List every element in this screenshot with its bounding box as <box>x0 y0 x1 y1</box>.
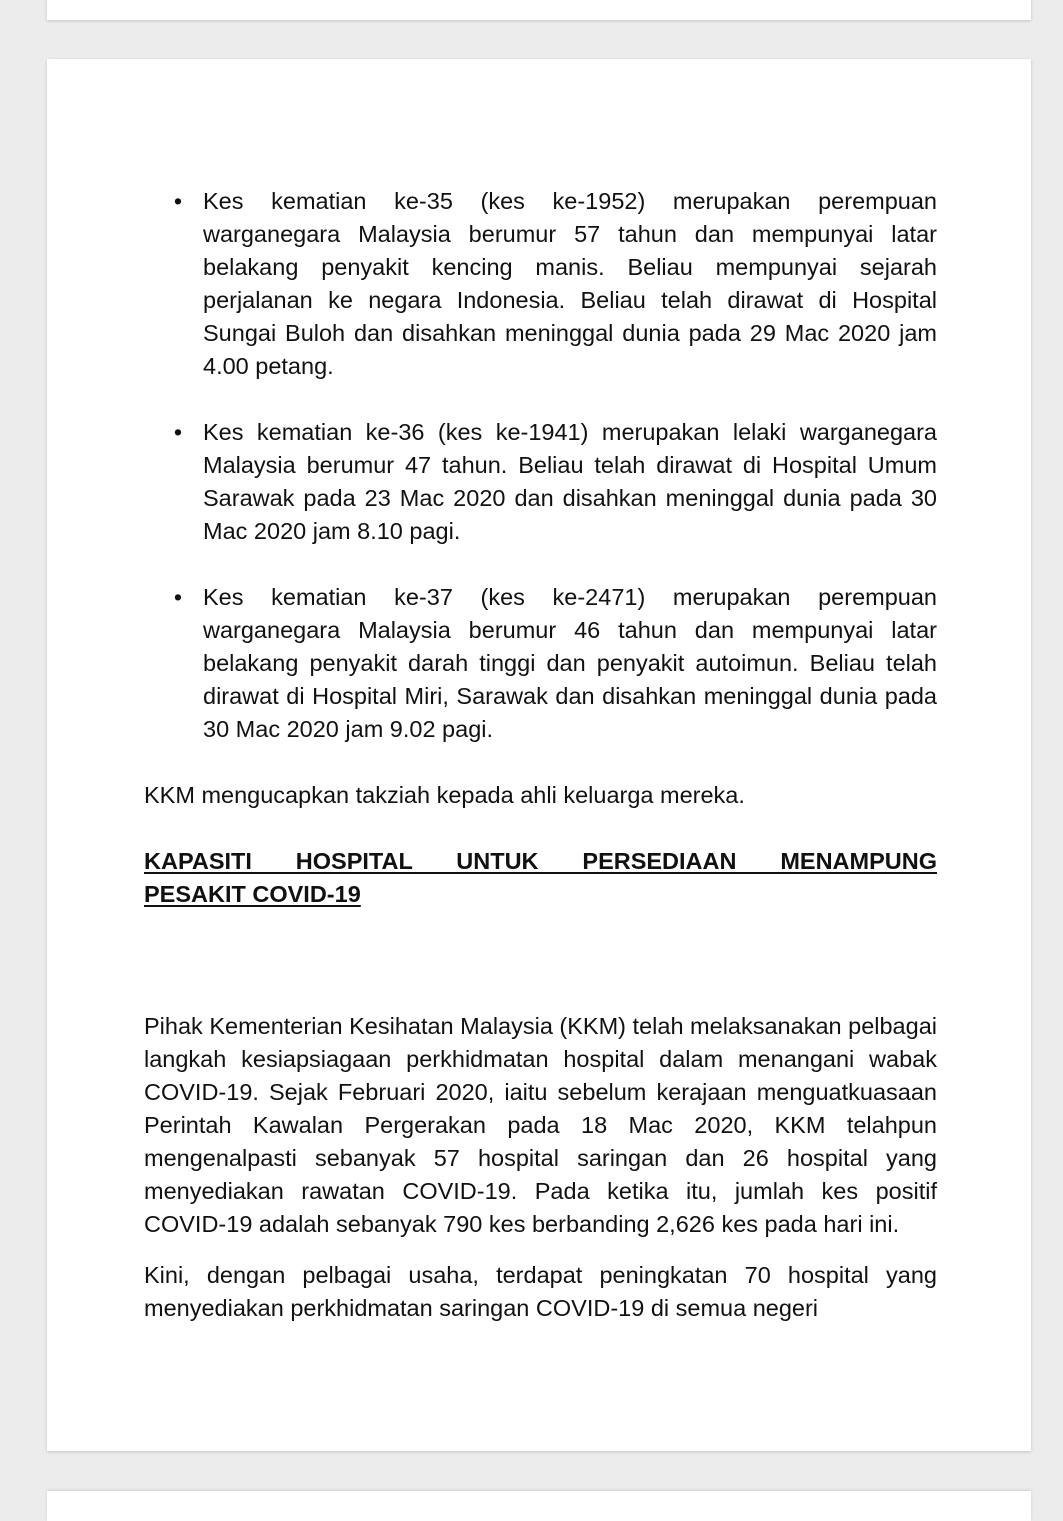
bullet-icon: • <box>173 584 183 610</box>
next-page-edge <box>47 1491 1031 1521</box>
condolence-text: KKM mengucapkan takziah kepada ahli keluarga mereka. <box>144 782 745 808</box>
body-paragraph: Pihak Kementerian Kesihatan Malaysia (KKM) telah melaksanakan pelbagai langkah kesiapsiagaan perkhidmatan hospital dalam menangani wabak COVID-19. Sejak Februari 2020, iaitu sebelum kerajaan menguatkuasaan Perintah Kawalan Pergerakan pada 18 Mac 2020, KKM telahpun mengenalpasti sebanyak 57 hospital saringan dan 26 hospital yang menyediakan rawatan COVID-19. Pada ketika itu, jumlah kes positif COVID-19 adalah sebanyak 790 kes berbanding 2,626 kes pada hari ini. <box>144 1013 937 1237</box>
list-item-text: Kes kematian ke-36 (kes ke-1941) merupakan lelaki warganegara Malaysia berumur 47 tahun. Beliau telah dirawat di Hospital Umum Sarawak pada 23 Mac 2020 dan disahkan meninggal dunia pada 30 Mac 2020 jam 8.10 pagi. <box>203 419 937 544</box>
list-item <box>144 581 937 746</box>
list-item-text: Kes kematian ke-35 (kes ke-1952) merupakan perempuan warganegara Malaysia berumur 57 tahun dan mempunyai latar belakang penyakit kencing manis. Beliau mempunyai sejarah perjalanan ke negara Indonesia. Beliau telah dirawat di Hospital Sungai Buloh dan disahkan meninggal dunia pada 29 Mac 2020 jam 4.00 petang. <box>203 188 937 379</box>
section-heading <box>144 845 937 911</box>
previous-page-edge <box>47 0 1031 20</box>
body-paragraph: Kini, dengan pelbagai usaha, terdapat peningkatan 70 hospital yang menyediakan perkhidmatan saringan COVID-19 di semua negeri <box>144 1262 937 1321</box>
section-heading-line-2: PESAKIT COVID-19 <box>144 881 361 907</box>
death-cases-list <box>144 185 937 746</box>
page-content <box>144 185 937 1343</box>
list-item <box>144 185 937 383</box>
document-page[interactable] <box>47 59 1031 1451</box>
section-heading-line-1: KAPASITI HOSPITAL UNTUK PERSEDIAAN MENAMPUNG <box>144 848 937 874</box>
list-item <box>144 416 937 548</box>
bullet-icon: • <box>173 419 183 445</box>
bullet-icon: • <box>173 188 183 214</box>
list-item-text: Kes kematian ke-37 (kes ke-2471) merupakan perempuan warganegara Malaysia berumur 46 tahun dan mempunyai latar belakang penyakit darah tinggi dan penyakit autoimun. Beliau telah dirawat di Hospital Miri, Sarawak dan disahkan meninggal dunia pada 30 Mac 2020 jam 9.02 pagi. <box>203 584 937 742</box>
